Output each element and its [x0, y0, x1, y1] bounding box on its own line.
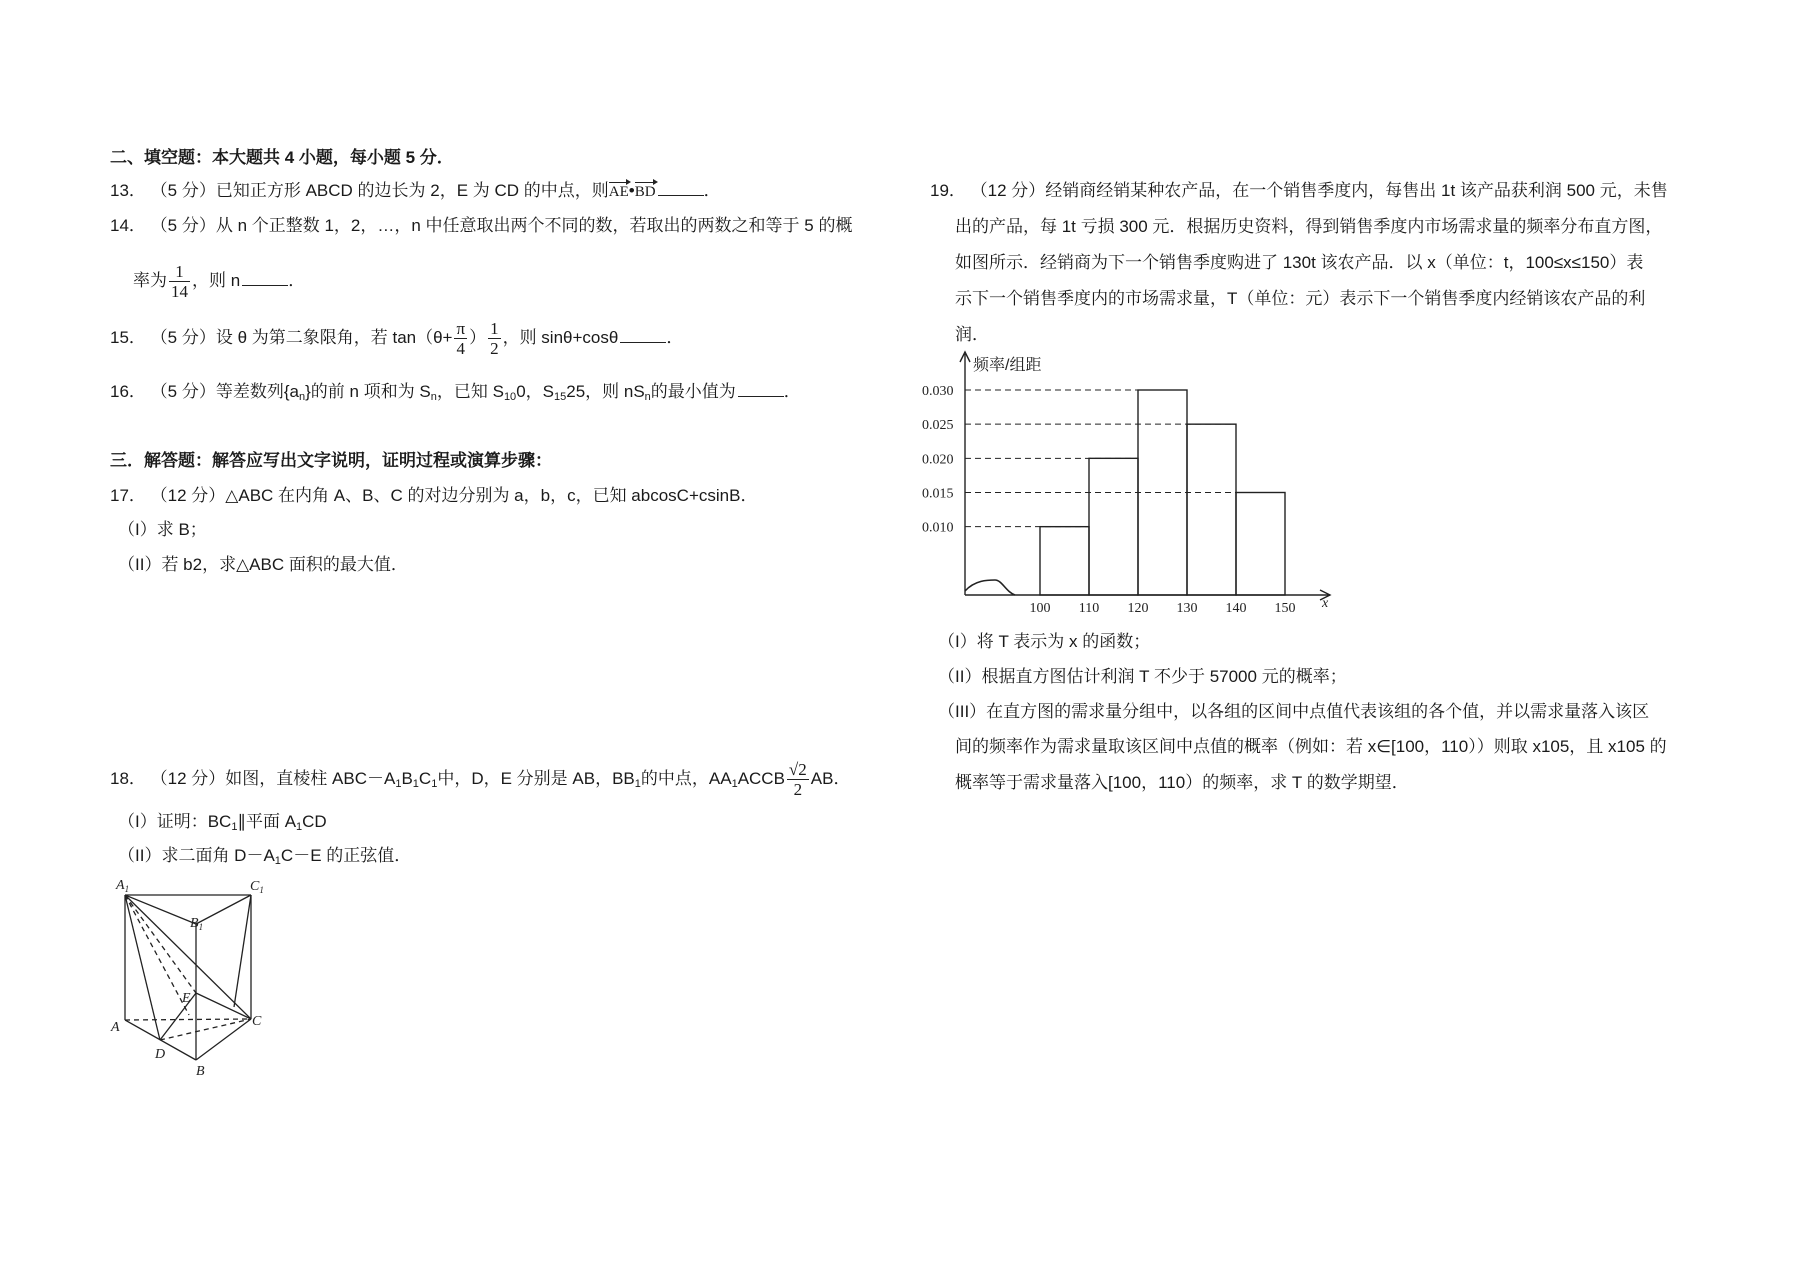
q15-text-b: ） — [469, 327, 487, 347]
q18-sub: 1 — [634, 777, 641, 790]
q14-text-prefix: 率为 — [133, 270, 167, 290]
q13-number: 13． — [110, 181, 146, 200]
q14-number: 14． — [110, 216, 146, 235]
question-14-line2 — [133, 262, 305, 301]
q16-sub: 10 — [503, 391, 517, 403]
vector-ae: AE — [608, 184, 629, 200]
x-tick-label: 140 — [1225, 601, 1247, 616]
q17-text: △ABC 在内角 A、B、C 的对边分别为 a，b，c，已知 abcosC+csinB． — [225, 486, 758, 505]
q18-text: B — [401, 768, 413, 788]
question-19 — [930, 176, 1668, 201]
q13-dot: • — [628, 181, 635, 200]
q18-text: 如图，直棱柱 ABC－A — [225, 768, 396, 788]
question-14 — [110, 211, 852, 236]
q16-end: ． — [783, 382, 801, 401]
q16-text: 25，则 nS — [566, 382, 645, 401]
label-c: C — [252, 1014, 262, 1029]
fraction-denominator: 14 — [171, 282, 188, 301]
q19-score: （12 分） — [970, 181, 1046, 200]
q13-text: 已知正方形 ABCD 的边长为 2，E 为 CD 的中点，则 — [215, 181, 609, 200]
q18-text: 中，D，E 分别是 AB，BB — [437, 768, 635, 788]
q16-sub: n — [644, 391, 651, 403]
q16-text: 0，S — [516, 382, 554, 401]
prism-figure — [108, 875, 278, 1085]
q18-sub: 1 — [395, 777, 402, 790]
y-axis-label: 频率/组距 — [973, 357, 1042, 374]
question-15 — [110, 319, 683, 358]
q15-half-fraction — [488, 319, 501, 358]
q16-answer-blank — [738, 382, 784, 397]
histogram-bar — [1089, 458, 1138, 595]
x-tick-label: 120 — [1127, 601, 1149, 616]
q16-number: 16． — [110, 382, 146, 401]
q16-sub: 15 — [553, 391, 567, 403]
q19-part-3-line2: 间的频率作为需求量取该区间中点值的概率（例如：若 x∈[100，110））则取 x105，且 x105 的 — [955, 737, 1667, 756]
q19-line: 经销商经销某种农产品，在一个销售季度内，每售出 1t 该产品获利润 500 元，未售 — [1045, 181, 1668, 200]
q18-sub: 1 — [296, 821, 303, 833]
y-tick-label: 0.025 — [922, 418, 954, 434]
q14-score: （5 分） — [150, 216, 216, 235]
label-b: B — [196, 1064, 205, 1079]
q15-pi-fraction — [454, 319, 467, 358]
q14-text-suffix: ，则 n — [192, 270, 241, 290]
y-tick-label: 0.030 — [922, 384, 954, 399]
label-d: D — [155, 1047, 166, 1062]
question-16 — [110, 377, 801, 403]
q16-text: 的最小值为 — [650, 382, 736, 401]
histogram-bar — [1187, 424, 1236, 595]
section-3-header: 三．解答题：解答应写出文字说明，证明过程或演算步骤： — [110, 451, 552, 470]
q18-part-2 — [118, 841, 411, 867]
label-c1: $C_1$ — [250, 879, 264, 895]
fraction-numerator: √2 — [788, 760, 807, 779]
q17-number: 17． — [110, 486, 146, 505]
y-tick-label: 0.020 — [922, 452, 954, 468]
q18-p1-text: （I）证明：BC — [118, 812, 232, 831]
q18-part-1 — [118, 807, 327, 833]
question-18 — [110, 760, 850, 799]
q16-text: 等差数列{a — [215, 382, 299, 401]
q19-line: 出的产品，每 1t 亏损 300 元．根据历史资料，得到销售季度内市场需求量的频率分布直方图， — [955, 217, 1663, 236]
q18-text: AB． — [810, 768, 851, 788]
fraction-numerator: π — [456, 319, 466, 338]
label-a: A — [111, 1020, 120, 1035]
x-axis-label: x — [1322, 596, 1329, 611]
q19-part-3: （III）在直方图的需求量分组中，以各组的区间中点值代表该组的各个值，并以需求量落入该区 — [938, 702, 1650, 721]
q18-sub: 1 — [231, 821, 238, 833]
fraction-denominator: 2 — [490, 339, 499, 358]
q18-p1-text: ∥平面 A — [237, 812, 297, 831]
y-tick-label: 0.010 — [922, 520, 954, 536]
q14-text-line1: 从 n 个正整数 1，2，…，n 中任意取出两个不同的数，若取出的两数之和等于 5 的概 — [215, 216, 853, 235]
q18-sub: 1 — [412, 777, 419, 790]
histogram-chart — [920, 348, 1340, 618]
q15-answer-blank — [620, 328, 666, 343]
q13-answer-blank — [658, 181, 704, 196]
fraction-numerator: 1 — [490, 319, 499, 338]
fraction-denominator: 2 — [793, 780, 803, 799]
y-tick-label: 0.015 — [922, 486, 954, 502]
q19-line: 示下一个销售季度内的市场需求量，T（单位：元）表示下一个销售季度内经销该农产品的利 — [955, 289, 1646, 308]
q19-part-2: （II）根据直方图估计利润 T 不少于 57000 元的概率； — [938, 667, 1347, 686]
section-2-header: 二、填空题：本大题共 4 小题，每小题 5 分． — [110, 148, 454, 167]
q17-part-2: （II）若 b2，求△ABC 面积的最大值． — [118, 555, 408, 574]
q18-number: 18． — [110, 768, 146, 788]
q18-text: 的中点，AA — [640, 768, 732, 788]
q16-text: }的前 n 项和为 S — [305, 382, 431, 401]
question-13 — [110, 176, 721, 201]
vector-bd: BD — [634, 184, 656, 200]
q19-part-3-line3: 概率等于需求量落入[100，110）的频率，求 T 的数学期望． — [955, 773, 1409, 792]
x-tick-label: 110 — [1078, 601, 1100, 616]
q18-sub: 1 — [731, 777, 738, 790]
q15-text-c: ，则 sinθ+cosθ — [502, 327, 619, 347]
q15-number: 15． — [110, 327, 146, 347]
q18-text: C — [418, 768, 432, 788]
label-b1: $B_1$ — [190, 916, 204, 932]
q16-score: （5 分） — [150, 382, 216, 401]
label-e: E — [182, 991, 191, 1006]
q15-end: ． — [666, 327, 684, 347]
fraction-numerator: 1 — [169, 262, 190, 282]
q18-text: ACCB — [737, 768, 785, 788]
q13-score: （5 分） — [150, 181, 216, 200]
q17-part-1: （I）求 B； — [118, 520, 207, 539]
q15-score: （5 分） — [150, 327, 216, 347]
q18-p1-text: CD — [302, 812, 327, 831]
question-17 — [110, 481, 757, 506]
histogram-bar — [1040, 527, 1089, 595]
histogram-bar — [1236, 493, 1285, 596]
q13-end: ． — [703, 181, 721, 200]
q17-score: （12 分） — [150, 486, 226, 505]
q15-text-a: 设 θ 为第二象限角，若 tan（θ+ — [215, 327, 453, 347]
q14-fraction — [169, 262, 190, 301]
q18-sub: 1 — [274, 855, 281, 867]
q18-sub: 1 — [431, 777, 438, 790]
x-tick-label: 150 — [1274, 601, 1296, 616]
q19-number: 19． — [930, 181, 966, 200]
q16-text: ，已知 S — [436, 382, 504, 401]
q19-part-1: （I）将 T 表示为 x 的函数； — [938, 632, 1151, 651]
q14-answer-blank — [242, 271, 288, 286]
x-tick-label: 100 — [1029, 601, 1051, 616]
q16-sub: n — [430, 391, 437, 403]
q16-sub: n — [298, 391, 306, 403]
fraction-denominator: 4 — [456, 339, 466, 358]
label-a1: $A_1$ — [116, 878, 130, 894]
q19-line: 润． — [955, 325, 989, 344]
q18-p2-text: C－E 的正弦值． — [280, 846, 412, 865]
q19-line: 如图所示．经销商为下一个销售季度购进了 130t 该农产品．以 x（单位：t，100≤x≤150）表 — [955, 253, 1644, 272]
q18-score: （12 分） — [150, 768, 226, 788]
x-tick-label: 130 — [1176, 601, 1198, 616]
q14-end: ． — [288, 270, 306, 290]
q18-sqrt2-fraction — [787, 760, 809, 799]
q18-p2-text: （II）求二面角 D－A — [118, 846, 275, 865]
